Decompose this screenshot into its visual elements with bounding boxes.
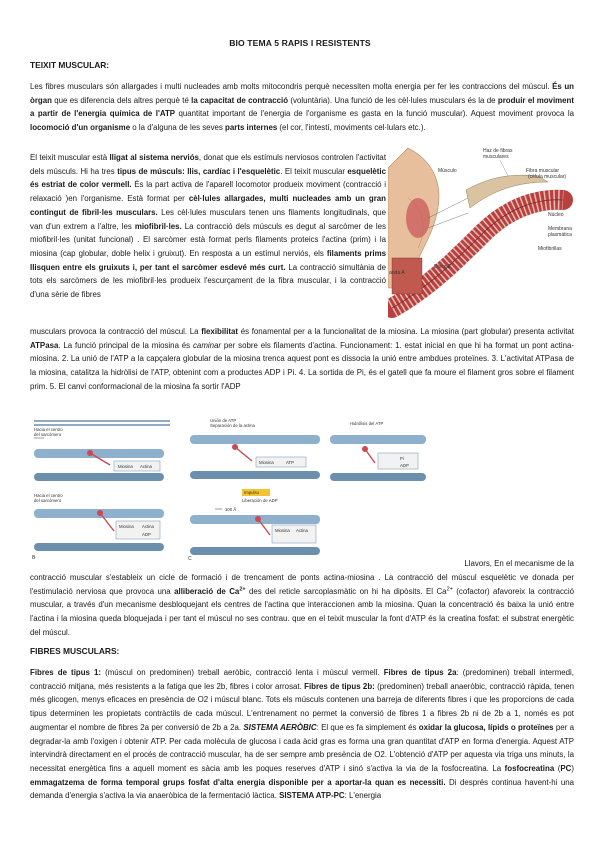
label-nucleo: Núcleo	[548, 212, 564, 218]
label-adp-3: ADP	[400, 463, 409, 468]
text-run: El teixit muscular està	[30, 153, 110, 162]
label-actina-c: Actina	[296, 528, 308, 533]
label-panel-b: B	[32, 555, 36, 561]
text-run: flexibilitat	[201, 327, 239, 336]
paragraph-calcium	[30, 571, 574, 640]
text-run: , donat que els estímuls nerviosos controlen l'activitat dels músculs. Hi ha tres	[30, 153, 387, 176]
label-miosina-1: Miosina	[118, 464, 133, 469]
text-run: És un òrgan	[30, 82, 574, 105]
text-run: La contracció dels músculs es degut al sarcòmer de les miofibril·les (unitat funcional) . El sarcòmer està format perls filaments proteics l'actina (prim) i la miosina (cap globular, doble helix i gruixut). En resposta a un estímul nerviós, els	[30, 221, 386, 258]
text-run: produir el moviment a partir de l'energia química de l'ATP	[30, 95, 574, 119]
label-adp-b: ADP	[142, 532, 151, 537]
label-haz: Haz de fibras	[483, 148, 513, 154]
text-run: emmagatzema de forma temporal grups fosfat d'alta energia disponible per a aportar-la quan es necessiti.	[30, 777, 446, 787]
text-run: : (predominen) treball intermedi, contracció mitjana, més resistents a la fatiga que les 2b, fibres i color arrosat.	[30, 668, 574, 691]
text-run: . El teixit muscular	[280, 166, 348, 176]
label-musculo: Músculo	[438, 168, 457, 174]
label-miosina-2: Miosina	[259, 460, 274, 465]
section-heading-muscle-fibres: FIBRES MUSCULARS:	[30, 646, 120, 656]
panel-atp-binding	[190, 418, 320, 479]
label-actina-1: Actina	[140, 464, 152, 469]
myofibril-cross-section	[392, 258, 422, 294]
label-banda-a: anda A	[389, 270, 405, 276]
myosin-filament	[34, 473, 164, 481]
text-run: )	[571, 763, 574, 773]
label-impulso: Impulso	[244, 490, 260, 495]
text-run: 2+	[446, 586, 453, 593]
text-run: (voluntària). Una funció de les cèl·lules musculars és la de	[288, 95, 498, 105]
text-run: esquelètic és estriat de color vermell.	[30, 166, 387, 190]
text-run: tipus de músculs: llis, cardíac i l'esquelètic	[117, 166, 281, 176]
paragraph-tissue	[30, 151, 386, 302]
label-atp-2: ATP	[286, 460, 295, 465]
label-centro-b: Hacia el centro	[34, 493, 63, 498]
text-run: (múscul on predominen) treball aeròbic, contracció lenta i múscul vermell.	[101, 668, 384, 677]
text-run: . La funció principal de la miosina és	[58, 340, 193, 350]
text-run: : L'energia	[344, 791, 382, 801]
text-run: 2+	[239, 586, 246, 593]
label-centro-1: Hacia el centro	[34, 427, 63, 432]
text-run: Di després continua havent-hi una demanda d'energia s'activa la via anaeròbica de la fermentació làctica.	[30, 777, 574, 801]
muscle-anatomy-illustration	[388, 138, 578, 318]
label-miosina-b: Miosina	[119, 524, 134, 529]
text-run: Les fibres musculars són allargades i multi nucleades amb molts mitocondris perquè necessiten molta energia per fer les contraccions del múscul.	[30, 82, 553, 91]
label-miofibrillas: Miofibrillas	[538, 246, 562, 252]
text-run: (predominen) treball anaeròbic, contracció ràpida, tenen més glicogen, menys eficaces en presència de O2 i múscul blanc. Tots els músculs contenen una barreja de diferents fibres i que les proporcions de cada tipus determinen les propietats contràctils de cada múscul. L'entrenament no permet la conversió de fibres 1 a fibres 2b ni de 2b a 1, només es pot augmentar el nombre de fibres 2a per conversió de 2b a 2a.	[30, 681, 574, 732]
text-run: SISTEMA ATP-PC	[279, 791, 345, 801]
label-union-atp: Unión de ATP	[210, 418, 237, 423]
paragraph-llavors: Llavors, En el mecanisme de la	[464, 559, 574, 568]
label-disco-z: Disco Z	[434, 264, 451, 270]
label-haz-2: musculares	[483, 154, 509, 160]
text-run: (	[554, 763, 561, 773]
text-run: PC	[560, 763, 572, 773]
text-run: que es diferencia dels altres perquè té	[51, 95, 192, 105]
text-run: (el cor, l'intestí, moviments cel·lulars etc.).	[277, 123, 426, 133]
text-run: oxidar la glucosa, lípids o proteïnes	[418, 722, 554, 732]
label-miosina-c: Miosina	[275, 528, 290, 533]
label-centro-b2: del sarcómero	[34, 498, 62, 503]
text-run: SISTEMA AERÒBIC	[243, 722, 317, 732]
text-run: locomoció d'un organisme	[30, 123, 131, 133]
text-run: Fibres de tipus 2b:	[304, 681, 375, 691]
label-membrana-2: plasmática	[548, 232, 572, 238]
label-centro-1b: del sarcómero	[34, 432, 62, 437]
section-heading-muscle-tissue: TEIXIT MUSCULAR:	[30, 60, 110, 70]
text-run: musculars provoca la contracció del múscul. La	[30, 327, 202, 336]
text-run: parts internes	[225, 123, 278, 133]
text-run: contracció muscular s'estableix un cicle de formació i de trencament de ponts actina-miosina . La contracció del múscul esquelètic ve donada per l'estimulació nerviosa que provoca una	[30, 573, 574, 596]
label-membrana: Membrana	[548, 226, 572, 232]
text-run: o la d'alguna de les seves	[130, 123, 226, 133]
text-run: lligat al sistema nerviós	[109, 153, 199, 162]
text-run: (cofactor) afavoreix la contracció muscular, a través d'un mecanisme desbloquejant els centres de l'actina que interaccionen amb la miosina. Quan la concentració és baixa la unió entre l'actina i la miosina queda bloquejada i per tant el múscul no ses contrau. que en el teixit muscular la font d'ATP és la creatina fosfat: el substrat energètic del múscul.	[30, 586, 575, 637]
biceps-muscle	[406, 198, 430, 238]
text-run: miofibril·les.	[134, 221, 182, 231]
text-run: alliberació de Ca	[174, 586, 240, 596]
label-actina-b: Actina	[142, 524, 154, 529]
text-run: fosfocreatina	[504, 763, 555, 773]
label-separacion: Separación de la actina	[210, 423, 255, 428]
text-run: Fibres de tipus 1:	[30, 668, 102, 677]
label-fibra: Fibra muscular	[526, 168, 560, 174]
text-run: És la part activa de l'aparell locomotor produeix moviment (contracció i relaxació )en l'organisme. Està format per	[30, 180, 387, 204]
paragraph-fibre-types	[30, 666, 574, 803]
text-run: la capacitat de contracció	[191, 95, 289, 105]
text-run: ATPasa	[30, 340, 59, 350]
label-panel-c: C	[188, 556, 192, 562]
text-run: és fonamental per a la funcionalitat de la miosina. La miosina (part globular) presenta activitat	[238, 327, 574, 336]
panel-b-adp-release	[32, 493, 164, 561]
panel-atp-hydrolysis	[330, 421, 426, 481]
label-fibra-2: (célula muscular)	[528, 174, 567, 180]
text-run: La contracció simultània de tots els sarcòmers de les miofibril·les produeix l'escurçament de la fibra muscular, i la contracció d'una sèrie de fibres	[30, 262, 386, 300]
label-hidrolisis: Hidrólisis del ATP	[350, 421, 384, 426]
text-run: caminar	[192, 340, 222, 350]
cross-bridge-cycle-figure	[30, 413, 430, 563]
paragraph-myosin	[30, 325, 574, 394]
label-pi-3: Pi	[400, 456, 404, 461]
paragraph-intro	[30, 80, 574, 135]
text-run: Les cèl·lules musculars tenen uns filaments longitudinals, que van d'un extrem a l'altre, les	[30, 207, 386, 231]
text-run: des del reticle sarcoplasmàtic on hi ha dipòsits. El Ca	[245, 586, 447, 596]
actin-filament	[34, 449, 164, 458]
panel-c-power-stroke	[188, 489, 320, 562]
page-title: BIO TEMA 5 RAPIS I RESISTENTS	[229, 38, 371, 48]
text-run: cèl·lules allargades, multi nucleades amb un gran contingut de fibril·les musculars.	[30, 194, 386, 217]
text-run: per a degradar-la amb l'oxigen i obtenir ATP. Per cada molècula de glucosa i cada àcid gras es forma una gran quantitat d'ATP en forma d'energia. Aquest ATP intervindrà directament en el procés de contracció muscular, ha de ser sempre amb presència de O2. L'obtenció d'ATP per aquesta via triga uns minuts, la necessitat energètica fins a aquell moment es sàcia amb les poques reserves d'ATP i sinó s'activa la via de la fosfocreatina. La	[30, 722, 574, 773]
text-run: : El que es fa simplement és	[316, 722, 419, 732]
text-run: quantitat important de l'energia de l'organisme es gasta en la funció muscular). Aquest moviment provoca la	[175, 109, 574, 119]
text-run: per sobre els filaments d'actina. Funcionament: 1. estat inicial en que hi ha format un pont actina-miosina. 2. La unió de l'ATP a la capçalera globular de la miosina trenca aquest pont es dissocia la unió entre ambdues proteïnes. 3. L'activitat ATPasa de la miosina, catalitza la hidròlisi de l'ATP, obtenint com a productes ADP i Pi. 4. La sortida de Pi, és el gatell que fa moure el filament gros sobre el filament prim. 5. El canvi conformacional de la miosina fa sortir l'ADP	[30, 340, 575, 391]
text-run: Fibres de tipus 2a	[383, 668, 457, 677]
label-liberacion: Liberación de ADP	[242, 498, 278, 503]
panel-initial-state	[34, 421, 170, 481]
label-dist: 100 Å	[225, 507, 237, 512]
text-run: filaments prims llisquen entre els gruixuts i, per tant el sarcòmer esdevé més curt.	[30, 248, 386, 272]
